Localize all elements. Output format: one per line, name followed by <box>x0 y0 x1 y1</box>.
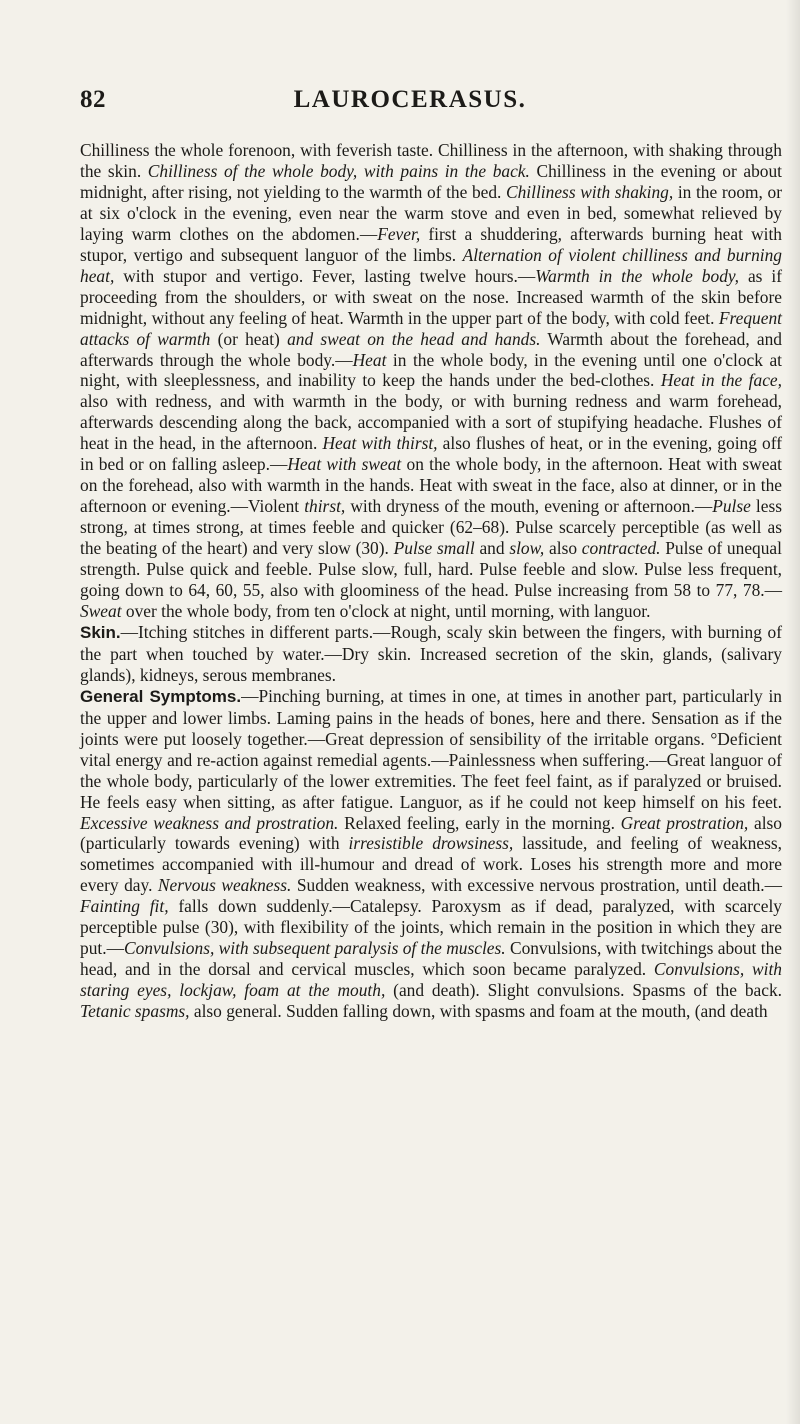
text-run: less strong, at times strong, at times feeble and quicker (62–68). Pulse scarcely perceptible (as well as the beating of the heart) and very slow (30). <box>80 496 783 559</box>
text-run: (or heat) <box>210 328 288 349</box>
text-run: —Pinching burning, at times in one, at times in another part, particularly in the upper and lower limbs. Laming pains in the heads of bones, here and there. Sensation as if the joints were put loosely together.—Great depression of sensibility of the irritable organs. °Deficient vital energy and re-action against remedial agents.—Painlessness when suffering.—Great languor of the whole body, particularly of the lower extremities. The feet feel faint, as if paralyzed or bruised. He feels easy when sitting, as after fatigue. Languor, as if he could not keep himself on his feet. <box>80 685 782 812</box>
italic-text: Heat in the face, <box>660 370 782 391</box>
italic-text: Heat <box>352 349 387 370</box>
italic-text: Frequent attacks of warmth <box>80 307 782 349</box>
text-run: lassitude, and feeling of weakness, sometimes accompanied with ill-humour and dread of work. Loses his strength more and more every day. <box>80 833 782 896</box>
italic-text: Heat with thirst, <box>322 433 438 454</box>
section-heading: General Symptoms. <box>80 686 242 706</box>
text-run: also (particularly towards evening) with <box>80 812 782 854</box>
text-run: with stupor and vertigo. Fever, lasting twelve hours.— <box>114 265 536 286</box>
text-run: Chilliness the whole forenoon, with feverish taste. Chilliness in the afternoon, with shaking through the skin. <box>80 140 782 181</box>
text-run: also with redness, and with warmth in the body, or with burning redness and warm forehead, afterwards descending along the back, accompanied with a sort of stupifying headache. Flushes of heat in the head, in the afternoon. <box>80 391 782 454</box>
italic-text: Tetanic spasms, <box>80 1001 190 1022</box>
text-run: in the room, or at six o'clock in the evening, even near the warm stove and even in bed, somewhat relieved by laying warm clothes on the abdomen.— <box>80 181 782 244</box>
text-run: Sudden weakness, with excessive nervous prostration, until death.— <box>291 875 783 896</box>
italic-text: Heat with sweat <box>287 454 402 475</box>
text-run: falls down suddenly.—Catalepsy. Paroxysm as if dead, paralyzed, with scarcely perceptible pulse (30), with flexibility of the joints, which remain in the position in which they are put.— <box>80 896 782 959</box>
page-number: 82 <box>80 86 106 113</box>
text-run: also <box>544 538 582 559</box>
text-run: Pulse of unequal strength. Pulse quick and feeble. Pulse slow, full, hard. Pulse feeble and slow. Pulse less frequent, going down to 64, 60, 55, also with gloominess of the head. Pulse increasing from 58 to 77, 78.— <box>80 538 782 601</box>
italic-text: contracted. <box>581 538 661 559</box>
text-run: Chilliness in the evening or about midnight, after rising, not yielding to the warmth of the bed. <box>80 160 782 202</box>
italic-text: Sweat <box>80 600 122 621</box>
running-head: LAUROCERASUS. <box>293 86 527 113</box>
italic-text: Chilliness with shaking, <box>506 181 674 202</box>
italic-text: Great prostration, <box>620 812 749 833</box>
italic-text: irresistible drowsiness, <box>348 833 514 854</box>
italic-text: Warmth in the whole body, <box>535 265 740 286</box>
section-heading: Skin. <box>80 622 121 642</box>
italic-text: Nervous weakness. <box>157 875 292 896</box>
italic-text: Fever, <box>377 223 421 244</box>
text-run: (and death). Slight convulsions. Spasms of the back. <box>385 980 782 1001</box>
italic-text: and sweat on the head and hands. <box>287 328 541 349</box>
paragraph-general-symptoms <box>80 686 782 1022</box>
text-run: also flushes of heat, or in the evening, going off in bed or on falling asleep.— <box>80 433 782 475</box>
text-run: as if proceeding from the shoulders, or with sweat on the nose. Increased warmth of the skin before midnight, without any feeling of heat. Warmth in the upper part of the body, with cold feet. <box>80 265 783 328</box>
italic-text: Alternation of violent chilliness and burning heat, <box>80 244 782 286</box>
page-header <box>76 86 744 116</box>
text-run: —Itching stitches in different parts.—Rough, scaly skin between the fingers, with burning of the part when touched by water.—Dry skin. Increased secretion of the skin, glands, (salivary glands), kidneys, serous membranes. <box>80 621 782 685</box>
italic-text: Excessive weakness and prostration. <box>80 812 339 833</box>
italic-text: thirst, <box>304 496 346 517</box>
text-run: Convulsions, with twitchings about the head, and in the dorsal and cervical muscles, which soon became paralyzed. <box>80 938 782 980</box>
italic-text: Chilliness of the whole body, with pains in the back. <box>147 160 530 181</box>
body-text <box>80 140 782 1022</box>
italic-text: Pulse <box>712 496 751 517</box>
text-run: and <box>474 538 510 559</box>
italic-text: Pulse small <box>393 538 475 559</box>
text-run: over the whole body, from ten o'clock at night, until morning, with languor. <box>121 600 651 621</box>
italic-text: Convulsions, with subsequent paralysis of the muscles. <box>123 938 506 959</box>
text-run: in the whole body, in the evening until one o'clock at night, with sleeplessness, and inability to keep the hands under the bed-clothes. <box>80 349 782 391</box>
text-run: first a shuddering, afterwards burning heat with stupor, vertigo and subsequent languor of the limbs. <box>80 223 782 265</box>
paragraph-skin <box>80 622 782 686</box>
text-run: with dryness of the mouth, evening or afternoon.— <box>345 496 713 517</box>
page-edge-shadow <box>786 0 800 1424</box>
text-run: on the whole body, in the afternoon. Heat with sweat on the forehead, also with warmth in the hands. Heat with sweat in the face, also at dinner, or in the afternoon or evening.—Violent <box>80 454 782 517</box>
italic-text: slow, <box>509 538 545 559</box>
text-run: Relaxed feeling, early in the morning. <box>338 812 621 833</box>
text-run: also general. Sudden falling down, with spasms and foam at the mouth, (and death <box>189 1001 768 1022</box>
text-run: Warmth about the forehead, and afterwards through the whole body.— <box>80 328 782 370</box>
italic-text: Convulsions, with staring eyes, lockjaw, foam at the mouth, <box>80 959 782 1001</box>
paragraph-fever <box>80 140 782 622</box>
italic-text: Fainting fit, <box>80 896 169 917</box>
